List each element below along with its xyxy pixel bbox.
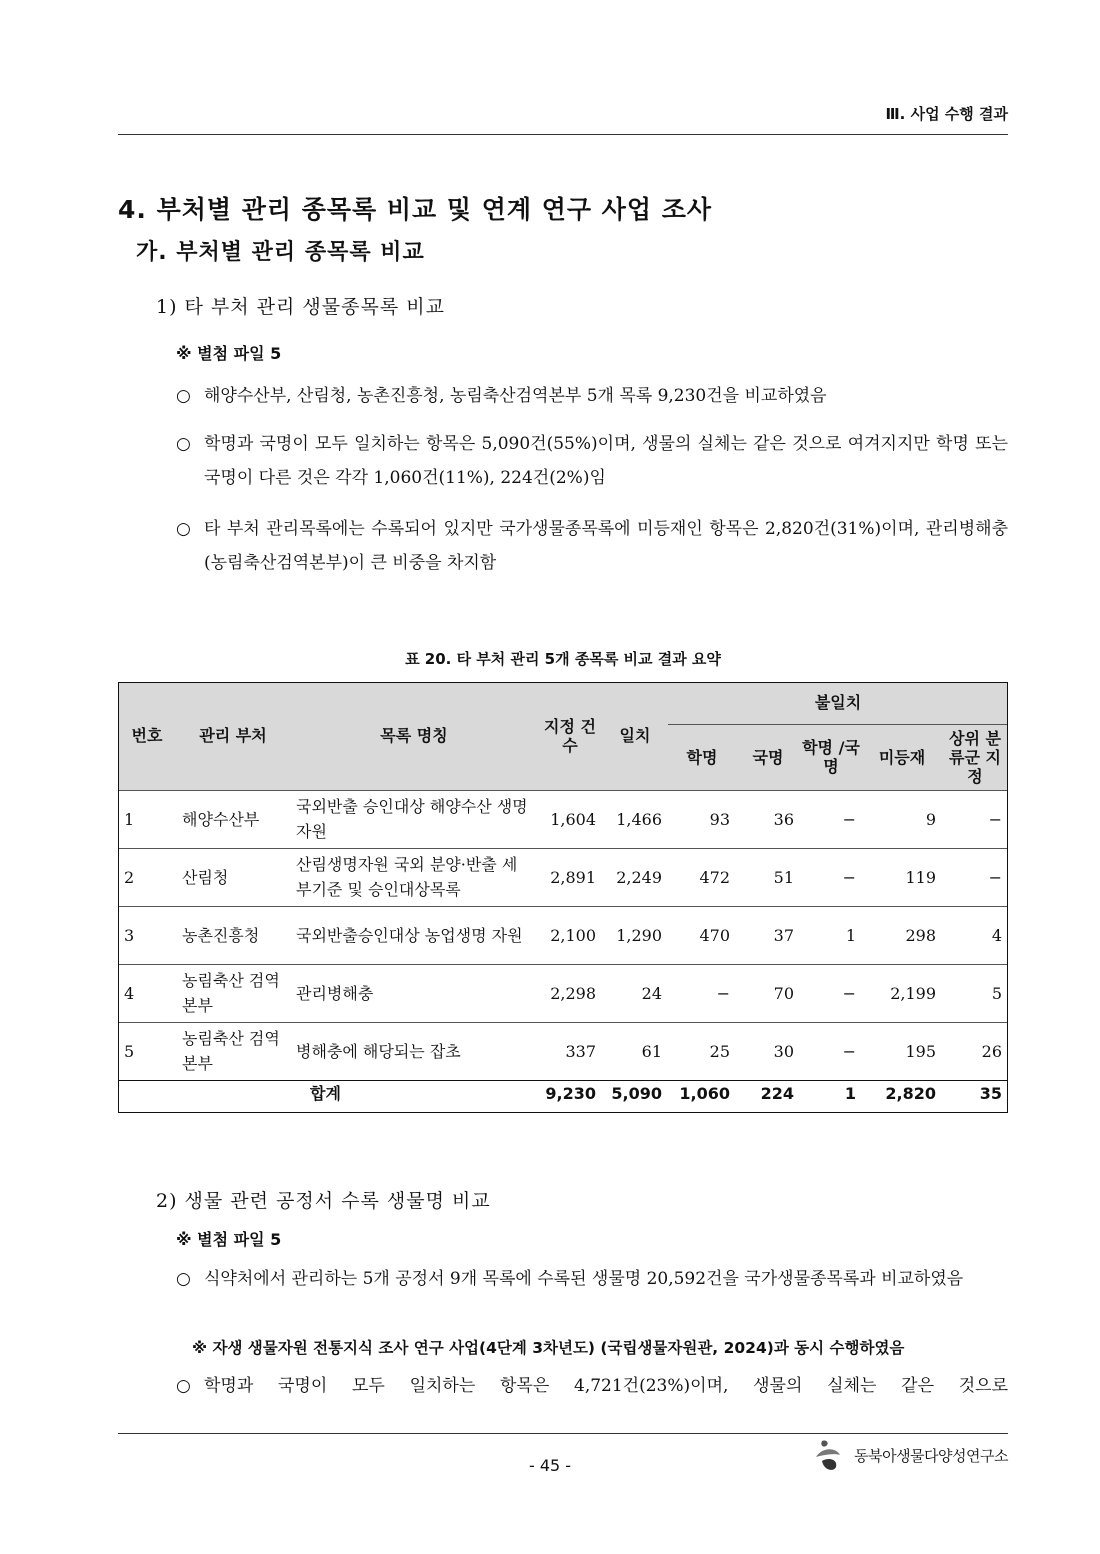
cell-count: 2,298 [538,964,602,1022]
bullet-item [176,379,1008,413]
cell-no: 5 [118,1022,176,1080]
cell-no: 1 [118,790,176,848]
table-row [118,790,1008,848]
header-match: 일치 [602,682,668,790]
cell-both: − [800,848,862,906]
cell-kor: 70 [736,964,800,1022]
bullet-mark: ○ [176,434,191,454]
header-mismatch: 불일치 [668,682,1008,724]
total-upper: 35 [942,1080,1008,1107]
header-count: 지정 건 수 [538,682,602,790]
cell-list-name: 국외반출승인대상 농업생명 자원 [290,906,538,964]
institute-name: 동북아생물다양성연구소 [854,1446,1008,1465]
cell-both: − [800,790,862,848]
cell-count: 337 [538,1022,602,1080]
total-row [118,1080,1008,1107]
cell-list-name: 국외반출 승인대상 해양수산 생명자원 [290,790,538,848]
table-row [118,848,1008,906]
total-sci: 1,060 [668,1080,736,1107]
table-row [118,906,1008,964]
cell-count: 2,100 [538,906,602,964]
attachment-note: ※ 별첨 파일 5 [176,344,282,363]
total-count: 9,230 [538,1080,602,1107]
cell-list-name: 관리병해충 [290,964,538,1022]
cell-upper: − [942,848,1008,906]
cell-match: 2,249 [602,848,668,906]
bullet-text: 식약처에서 관리하는 5개 공정서 9개 목록에 수록된 생물명 20,592건을 국가생물종목록과 비교하였음 [204,1269,964,1289]
cell-match: 24 [602,964,668,1022]
cell-upper: 5 [942,964,1008,1022]
cell-ministry: 농림축산 검역본부 [176,1022,290,1080]
bullet-mark: ○ [176,1376,191,1396]
cell-upper: 26 [942,1022,1008,1080]
cell-sci: 470 [668,906,736,964]
cell-list-name: 산림생명자원 국외 분양·반출 세부기준 및 승인대상목록 [290,848,538,906]
item-heading-1: 1) 타 부처 관리 생물종목록 비교 [156,296,445,318]
cell-unlisted: 195 [862,1022,942,1080]
cell-match: 61 [602,1022,668,1080]
bullet-item [176,512,1008,580]
cell-ministry: 농림축산 검역본부 [176,964,290,1022]
cell-count: 2,891 [538,848,602,906]
header-ministry: 관리 부처 [176,682,290,790]
cell-count: 1,604 [538,790,602,848]
footer-divider [118,1433,1008,1434]
header-kor: 국명 [736,724,800,790]
cell-both: − [800,1022,862,1080]
cell-ministry: 산림청 [176,848,290,906]
bullet-text: 해양수산부, 산림청, 농촌진흥청, 농림축산검역본부 5개 목록 9,230건을 비교하였음 [204,386,827,406]
running-header: Ⅲ. 사업 수행 결과 [885,105,1008,123]
header-upper: 상위 분류군 지정 [942,724,1008,790]
cell-kor: 30 [736,1022,800,1080]
cell-kor: 51 [736,848,800,906]
cell-ministry: 농촌진흥청 [176,906,290,964]
total-unlisted: 2,820 [862,1080,942,1107]
subsection-heading: 가. 부처별 관리 종목록 비교 [136,240,425,265]
cell-both: − [800,964,862,1022]
cell-both: 1 [800,906,862,964]
total-label: 합계 [118,1080,538,1107]
cell-no: 4 [118,964,176,1022]
bullet-mark: ○ [176,1269,191,1289]
cell-match: 1,290 [602,906,668,964]
total-match: 5,090 [602,1080,668,1107]
bullet-item [176,427,1008,495]
bullet-text: 타 부처 관리목록에는 수록되어 있지만 국가생물종목록에 미등재인 항목은 2,820건(31%)이며, 관리병해충(농림축산검역본부)이 큰 비중을 차지함 [204,519,1008,573]
cell-upper: 4 [942,906,1008,964]
section-heading: 4. 부처별 관리 종목록 비교 및 연계 연구 사업 조사 [118,195,713,224]
cell-ministry: 해양수산부 [176,790,290,848]
institute-logo [812,1437,1008,1473]
total-both: 1 [800,1080,862,1107]
header-list-name: 목록 명칭 [290,682,538,790]
total-kor: 224 [736,1080,800,1107]
header-both: 학명 /국명 [800,724,862,790]
cell-sci: 472 [668,848,736,906]
cell-sci: 93 [668,790,736,848]
cell-unlisted: 119 [862,848,942,906]
reference-note: ※ 자생 생물자원 전통지식 조사 연구 사업(4단계 3차년도) (국립생물자원관, 2024)과 동시 수행하였음 [192,1339,905,1357]
header-sci: 학명 [668,724,736,790]
header-unlisted: 미등재 [862,724,942,790]
bullet-item [176,1262,1008,1296]
cell-no: 2 [118,848,176,906]
cell-no: 3 [118,906,176,964]
cell-sci: − [668,964,736,1022]
item-heading-2: 2) 생물 관련 공정서 수록 생물명 비교 [156,1190,491,1212]
leaf-logo-icon [812,1437,848,1473]
cell-kor: 37 [736,906,800,964]
bullet-item [176,1369,1008,1403]
attachment-note: ※ 별첨 파일 5 [176,1230,282,1249]
bullet-mark: ○ [176,519,191,539]
cell-kor: 36 [736,790,800,848]
header-no: 번호 [118,682,176,790]
bullet-text: 학명과 국명이 모두 일치하는 항목은 5,090건(55%)이며, 생물의 실체는 같은 것으로 여겨지지만 학명 또는 국명이 다른 것은 각각 1,060건(11%), 224건(2%)임 [204,434,1008,488]
bullet-mark: ○ [176,386,191,406]
page-number: - 45 - [528,1456,572,1475]
bullet-text: 학명과 국명이 모두 일치하는 항목은 4,721건(23%)이며, 생물의 실체는 같은 것으로 [204,1376,1008,1396]
cell-list-name: 병해충에 해당되는 잡초 [290,1022,538,1080]
cell-unlisted: 9 [862,790,942,848]
comparison-table [118,682,1008,1107]
cell-upper: − [942,790,1008,848]
cell-unlisted: 298 [862,906,942,964]
cell-unlisted: 2,199 [862,964,942,1022]
cell-match: 1,466 [602,790,668,848]
table-row [118,964,1008,1022]
cell-sci: 25 [668,1022,736,1080]
table-caption: 표 20. 타 부처 관리 5개 종목록 비교 결과 요약 [405,650,721,668]
header-divider [118,134,1008,135]
table-row [118,1022,1008,1080]
